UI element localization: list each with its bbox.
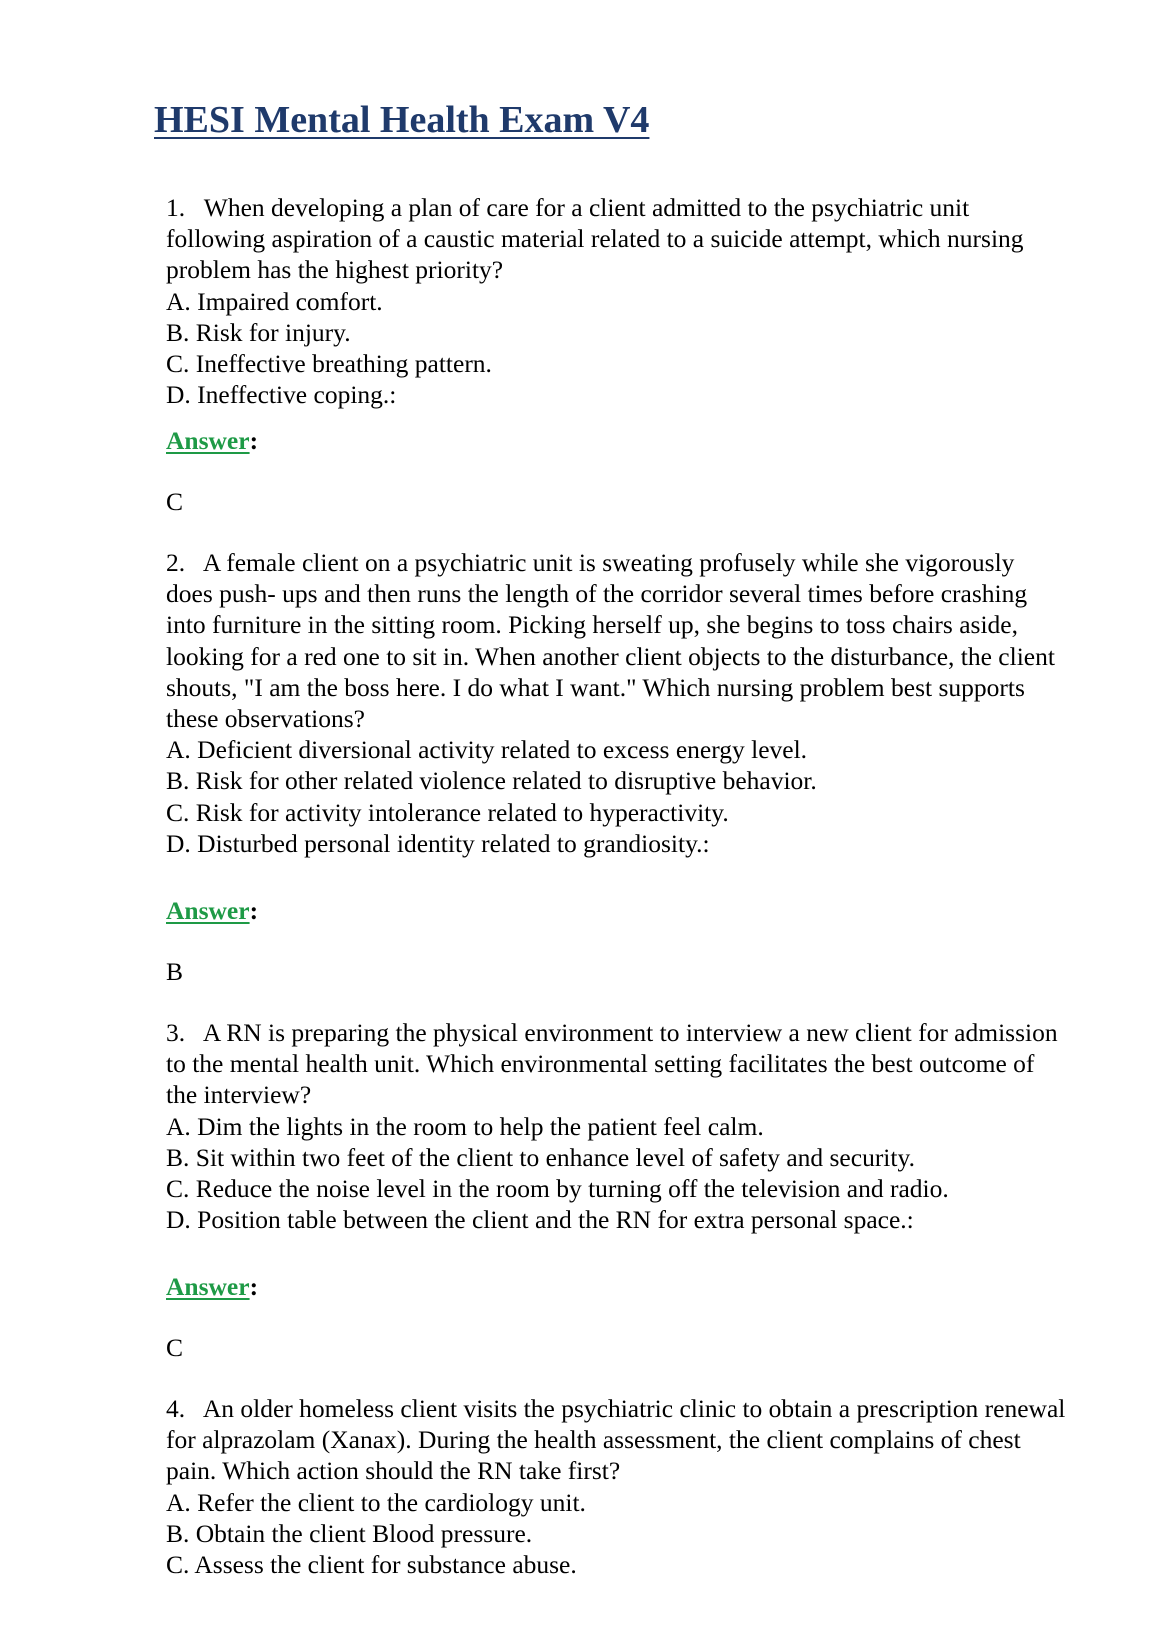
answer-link[interactable]: Answer: [166, 426, 250, 455]
answer-value: B: [166, 957, 184, 986]
option-b: B. Sit within two feet of the client to enhance level of safety and security.: [166, 1142, 915, 1172]
question-1: [166, 192, 1066, 410]
answer-link[interactable]: Answer: [166, 1272, 250, 1301]
option-d: D. Position table between the client and the RN for extra personal space.:: [166, 1205, 914, 1235]
document-title: HESI Mental Health Exam V4: [154, 99, 650, 141]
option-c: C. Reduce the noise level in the room by turning off the television and radio.: [166, 1174, 949, 1204]
option-c: C. Ineffective breathing pattern.: [166, 349, 492, 379]
option-c: C. Assess the client for substance abuse.: [166, 1550, 577, 1580]
answer-label: [166, 896, 258, 926]
answer-colon: :: [249, 1272, 259, 1301]
question-stem: 3. A RN is preparing the physical environment to interview a new client for admission to the mental health unit. Which environmental setting facilitates the best outcome of the interview?: [166, 1018, 1064, 1110]
question-stem: 4. An older homeless client visits the psychiatric clinic to obtain a prescription renewal for alprazolam (Xanax). During the health assessment, the client complains of chest pain. Which action should the RN take first?: [166, 1394, 1072, 1486]
question-stem: 2. A female client on a psychiatric unit is sweating profusely while she vigorously does push- ups and then runs the length of the corridor several times before crashing into furniture in the sitting room. Picking herself up, she begins to toss chairs aside, looking for a red one to sit in. When another client objects to the disturbance, the client shouts, "I am the boss here. I do what I want." Which nursing problem best supports these observations?: [166, 548, 1062, 734]
answer-value: C: [166, 1333, 184, 1362]
option-b: B. Obtain the client Blood pressure.: [166, 1518, 533, 1548]
answer-label: [166, 426, 258, 456]
answer-colon: :: [249, 426, 259, 455]
question-4: [166, 1393, 1072, 1580]
option-b: B. Risk for injury.: [166, 317, 351, 347]
option-d: D. Ineffective coping.:: [166, 380, 397, 410]
option-a: A. Dim the lights in the room to help the patient feel calm.: [166, 1111, 764, 1141]
option-d: D. Disturbed personal identity related to grandiosity.:: [166, 828, 710, 858]
question-stem: 1. When developing a plan of care for a client admitted to the psychiatric unit following aspiration of a caustic material related to a suicide attempt, which nursing problem has the highest priority?: [166, 193, 1030, 285]
option-a: A. Impaired comfort.: [166, 286, 383, 316]
answer-colon: :: [249, 896, 259, 925]
answer-label: [166, 1272, 258, 1302]
answer-value: C: [166, 487, 184, 516]
answer-link[interactable]: Answer: [166, 896, 250, 925]
option-a: A. Deficient diversional activity related to excess energy level.: [166, 735, 808, 765]
question-2: [166, 547, 1066, 859]
question-3: [166, 1017, 1066, 1235]
option-c: C. Risk for activity intolerance related to hyperactivity.: [166, 797, 729, 827]
option-b: B. Risk for other related violence related to disruptive behavior.: [166, 766, 817, 796]
option-a: A. Refer the client to the cardiology unit.: [166, 1487, 586, 1517]
